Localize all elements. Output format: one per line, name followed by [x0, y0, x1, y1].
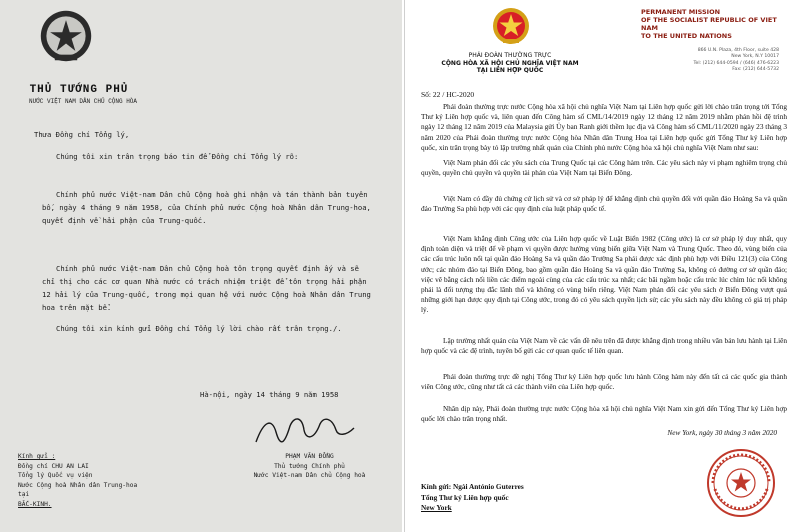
delegation-line: PHÁI ĐOÀN THƯỜNG TRỰC: [468, 52, 552, 59]
delegation-line: CỘNG HÒA XÃ HỘI CHỦ NGHĨA VIỆT NAM: [441, 59, 579, 67]
mission-header: [641, 8, 791, 40]
recipient-line: New York: [421, 503, 452, 512]
recipient-line: Tổng Thư ký Liên hợp quốc: [421, 492, 509, 502]
recipient-line: BẮC-KINH.: [18, 500, 52, 508]
letter-paragraph: Chúng tôi xin trân trọng báo tin để Đồng chí Tổng lý rõ:: [56, 152, 299, 161]
mission-line: OF THE SOCIALIST REPUBLIC OF VIET NAM: [641, 16, 777, 32]
letter-paragraph: Chính phủ nước Việt-nam Dân chủ Cộng hoà tôn trọng quyết định ấy và sẽ chỉ thị cho các cơ quan Nhà nước có trách nhiệm triệt để tôn trọng hải phận 12 hải lý của Trung-quốc, trong mọi quan hệ với nước Cộng hoà Nhân dân Trung hoa trên mặt bể.: [42, 264, 371, 312]
signer-name: PHẠM VĂN ĐỒNG: [285, 453, 334, 460]
recipient-block: [421, 482, 641, 514]
state-emblem-icon: [38, 8, 94, 64]
address-line: New York, N.Y 10017: [731, 54, 779, 60]
signature-icon: [250, 412, 360, 450]
recipient-line: Tổng lý Quốc vụ viện: [18, 472, 93, 479]
address-line: Fax: (212) 644-5732: [732, 66, 779, 72]
note-paragraph: Việt Nam khẳng định Công ước của Liên hợp quốc về Luật Biển 1982 (Công ước) là cơ sở pháp lý duy nhất, quy định toàn diện và triệt để về phạm vi quyền được hưởng vùng biển giữa Việt Nam và Trung Quốc. Theo đó, vùng biển của các cấu trúc luôn nổi tại quần đảo Hoàng Sa và quần đảo Trường Sa phải được xác định phù hợp với Điều 121(3) của Công ước; các nhóm đảo tại Biển Đông, bao gồm quần đảo Hoàng Sa và quần đảo Trường Sa, không có đường cơ sở quần đảo; việc vẽ bằng cách nối liền các điểm ngoài cùng của các cấu trúc xa nhất; các bãi ngầm hoặc cấu trúc lúc chìm lúc nổi không phải là đối tượng thụ đắc lãnh thổ và không có vùng biển riêng. Việt Nam phản đối các yêu sách ở Biển Đông vượt quá những giới hạn được quy định tại Công ước, trong đó có yêu sách quyền lịch sử; các yêu sách này đều không có giá trị pháp lý.: [421, 234, 787, 315]
mission-line: TO THE UNITED NATIONS: [641, 32, 732, 40]
address-line: 866 U.N. Plaza, 4th Floor, suite 428: [697, 48, 779, 53]
official-seal-icon: [705, 447, 777, 519]
address-line: Tel: (212) 644-0594 / (646) 476-6223: [693, 60, 779, 66]
mission-address: [631, 48, 779, 73]
delegation-header: [425, 52, 595, 75]
delegation-line: TẠI LIÊN HỢP QUỐC: [476, 67, 544, 74]
reference-number: Số: 22 / HC-2020: [421, 90, 475, 99]
place-date: New York, ngày 30 tháng 3 năm 2020: [667, 428, 777, 437]
recipient-line: Nước Cộng hoà Nhân dân Trung-hoa: [18, 481, 138, 489]
letter-paragraph: Chính phủ nước Việt-nam Dân chủ Cộng hoà ghi nhận và tán thành bản tuyên bố, ngày 4 tháng 9 năm 1958, của Chính phủ nước Cộng hoà Nhân dân Trung-hoa, quyết định về hải phận của Trung-quốc.: [42, 190, 371, 225]
note-paragraph: Phái đoàn thường trực nước Cộng hòa xã hội chủ nghĩa Việt Nam tại Liên hợp quốc gửi lời chào trân trọng tới Tổng Thư ký Liên hợp quốc và, liên quan đến Công hàm số CML/14/2019 ngày 12 tháng 12 năm 2019 nhằm phản hồi đệ trình ngày 12 tháng 12 năm 2019 của Malaysia gửi Ủy ban Ranh giới thềm lục địa và Công hàm số CML/11/2020 ngày 23 tháng 3 năm 2020 của Phái đoàn thường trực nước Cộng hòa Nhân dân Trung Hoa tại Liên hợp quốc gửi Tổng Thư ký Liên hợp quốc, xin trân trọng bày tỏ lập trường nhất quán của Chính phủ nước Cộng hòa xã hội chủ nghĩa Việt Nam như sau:: [421, 102, 787, 152]
letter-date: Hà-nội, ngày 14 tháng 9 năm 1958: [200, 390, 339, 399]
recipient-line: Kính gửi: Ngài António Guterres: [421, 482, 524, 491]
diplomatic-note-2020: [404, 0, 800, 532]
note-paragraph: Lập trường nhất quán của Việt Nam về các vấn đề nêu trên đã được khẳng định trong nhiều văn bản lưu hành tại Liên hợp quốc và các đệ trình, tuyên bố gửi các cơ quan quốc tế liên quan.: [421, 336, 787, 356]
mission-line: PERMANENT MISSION: [641, 8, 721, 16]
signer-title: Thủ tướng Chính phủ: [274, 462, 345, 470]
country-name: NƯỚC VIỆT NAM DÂN CHỦ CỘNG HÒA: [28, 98, 138, 105]
office-title: THỦ TƯỚNG PHỦ: [29, 84, 129, 96]
recipient-line: Đồng chí CHU AN LAI: [18, 462, 89, 470]
note-paragraph: Việt Nam phản đối các yêu sách của Trung Quốc tại các Công hàm trên. Các yêu sách này vi phạm nghiêm trọng chủ quyền, quyền chủ quyền và quyền tài phán của Việt Nam tại Biển Đông.: [421, 158, 787, 178]
recipient-line: tại: [18, 491, 30, 498]
recipient-line: Kính gửi :: [18, 453, 56, 460]
signer-country: Nước Việt-nam Dân chủ Cộng hoà: [253, 472, 366, 479]
letter-paragraph: Chúng tôi xin kính gửi Đồng chí Tổng lý lời chào rất trân trọng./.: [56, 324, 342, 333]
national-emblem-icon: [491, 6, 531, 46]
note-paragraph: Phái đoàn thường trực đề nghị Tổng Thư ký Liên hợp quốc lưu hành Công hàm này đến tất cả các quốc gia thành viên Công ước, cũng như tất cả các thành viên của Liên hợp quốc.: [421, 372, 787, 392]
note-paragraph: Việt Nam có đầy đủ chứng cứ lịch sử và cơ sở pháp lý để khẳng định chủ quyền đối với quần đảo Hoàng Sa và quần đảo Trường Sa phù hợp với các quy định của luật pháp quốc tế.: [421, 194, 787, 214]
signer-block: [222, 452, 397, 481]
recipient-block: [18, 452, 213, 509]
note-paragraph: Nhân dịp này, Phái đoàn thường trực nước Cộng hòa xã hội chủ nghĩa Việt Nam xin gửi đến Tổng Thư ký Liên hợp quốc lời chào trân trọng nhất.: [421, 404, 787, 424]
salutation: Thưa Đồng chí Tổng lý,: [34, 130, 130, 139]
